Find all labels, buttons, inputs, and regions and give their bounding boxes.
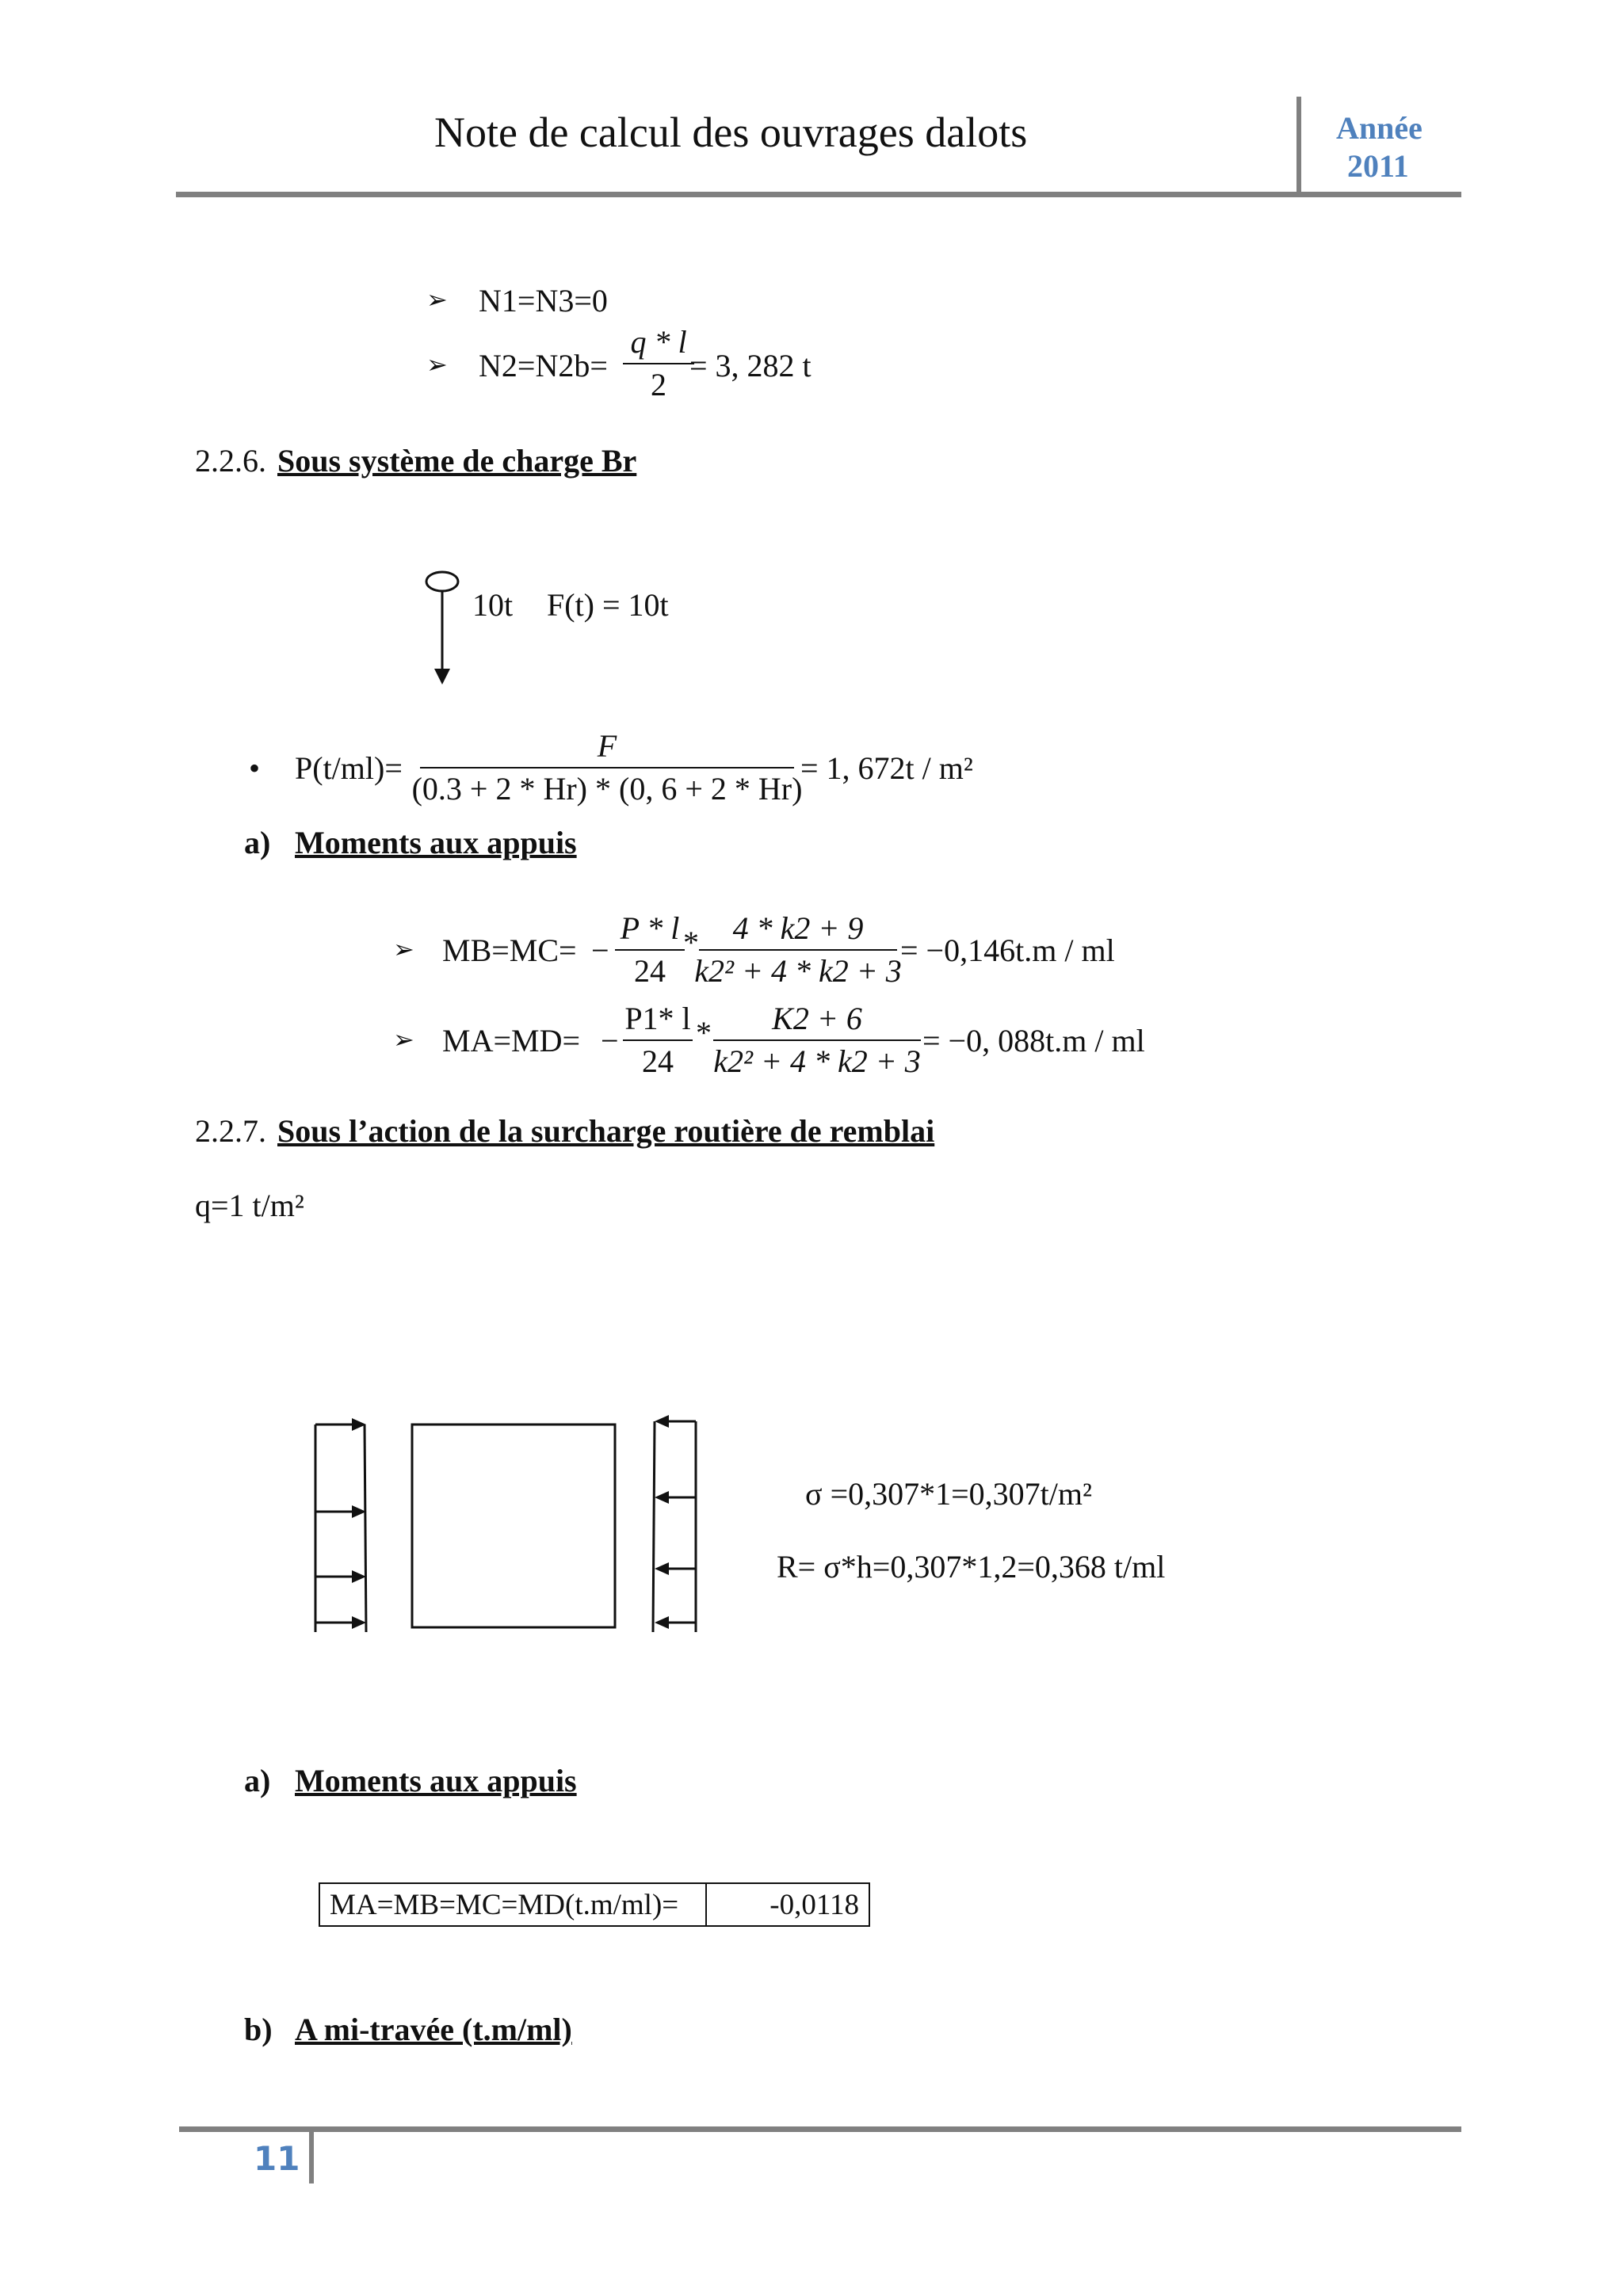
ma-rhs: = −0, 088t.m / ml [922,1023,1145,1058]
culvert-box [412,1425,615,1627]
force-arrow-diagram [420,563,468,689]
right-arrowhead [655,1562,669,1575]
n2-numerator: q * l [630,324,687,360]
lateral-pressure-diagram [309,1410,713,1640]
mb-f2-numerator: 4 * k2 + 9 [732,910,864,946]
n2-denominator: 2 [651,367,666,402]
right-arrowhead [655,1415,669,1428]
mb-fraction-1 [615,910,685,989]
fraction-bar [699,949,897,951]
section-title: Sous système de charge Br [277,443,637,479]
force-equation: F(t) = 10t [547,587,669,623]
ma-f1-numerator: P1* l [624,1001,691,1036]
p-fraction [411,728,803,807]
page-number: 11 [254,2139,300,2178]
mb-f1-numerator: P * l [620,910,680,946]
section-number: 2.2.7. [195,1113,266,1149]
table-value-cell: -0,0118 [706,1883,869,1926]
table-row [319,1883,869,1926]
list-marker: b) [244,2012,273,2047]
n1-equation: N1=N3=0 [479,283,608,318]
section-title: Sous l’action de la surcharge routière de remblai [277,1113,935,1149]
arrow-bullet-icon: ➢ [393,934,414,964]
n2-lhs: N2=N2b= [479,348,608,383]
times-sign: * [683,925,699,960]
n2-fraction [623,326,694,401]
fraction-bar [623,1039,693,1041]
left-arrowhead [352,1570,366,1583]
minus-sign: − [601,1023,619,1058]
times-sign: * [696,1015,712,1051]
ma-f2-denominator: k2² + 4 * k2 + 3 [713,1043,921,1079]
table-label-cell: MA=MB=MC=MD(t.m/ml)= [319,1883,706,1926]
right-arrowhead [655,1616,669,1629]
force-label: 10t [472,587,514,623]
p-lhs: P(t/ml)= [295,750,403,786]
moments-result-table [319,1882,870,1927]
minus-sign: − [591,933,609,968]
sigma-equation: σ =0,307*1=0,307t/m² [805,1476,1093,1512]
document-title: Note de calcul des ouvrages dalots [434,109,1028,156]
header-rule [176,192,1461,197]
header-year: 2011 [1347,148,1409,184]
list-marker: a) [244,825,271,860]
mb-rhs: = −0,146t.m / ml [900,933,1115,968]
right-arrowhead [655,1491,669,1504]
ma-fraction-2 [713,1003,921,1077]
arrow-bullet-icon: ➢ [393,1024,414,1055]
fraction-bar [713,1039,921,1041]
header-year-label: Année [1336,110,1423,146]
subsection-title: Moments aux appuis [295,1763,577,1798]
mb-lhs: MB=MC= [442,933,577,968]
right-load-line [653,1421,655,1632]
fraction-bar [420,767,794,769]
mb-fraction-2 [694,910,902,989]
n2-rhs: = 3, 282 t [689,348,812,383]
p-numerator: F [597,728,617,764]
ma-fraction-1 [623,1003,693,1077]
subsection-title: A mi-travée (t.m/ml) [295,2012,572,2047]
q-value: q=1 t/m² [195,1188,304,1223]
bullet-icon: • [249,750,261,786]
arrow-bullet-icon: ➢ [426,349,448,379]
ma-f1-denominator: 24 [642,1043,674,1079]
p-rhs: = 1, 672t / m² [800,750,973,786]
fraction-bar [615,949,685,951]
list-marker: a) [244,1763,271,1798]
section-number: 2.2.6. [195,443,266,479]
p-denominator: (0.3 + 2 * Hr) * (0, 6 + 2 * Hr) [411,771,803,807]
force-arrow-head [434,669,450,685]
mb-f1-denominator: 24 [634,953,666,989]
fraction-bar [623,363,694,364]
arrow-bullet-icon: ➢ [426,284,448,315]
header-divider-vertical [1296,97,1301,195]
load-circle [426,572,458,591]
subsection-title: Moments aux appuis [295,825,577,860]
left-load-line [365,1425,366,1632]
mb-f2-denominator: k2² + 4 * k2 + 3 [694,953,902,989]
ma-f2-numerator: K2 + 6 [772,1001,862,1036]
ma-lhs: MA=MD= [442,1023,581,1058]
footer-rule [179,2126,1461,2132]
left-arrowhead [352,1616,366,1629]
footer-divider-vertical [309,2131,314,2183]
r-equation: R= σ*h=0,307*1,2=0,368 t/ml [777,1549,1166,1585]
